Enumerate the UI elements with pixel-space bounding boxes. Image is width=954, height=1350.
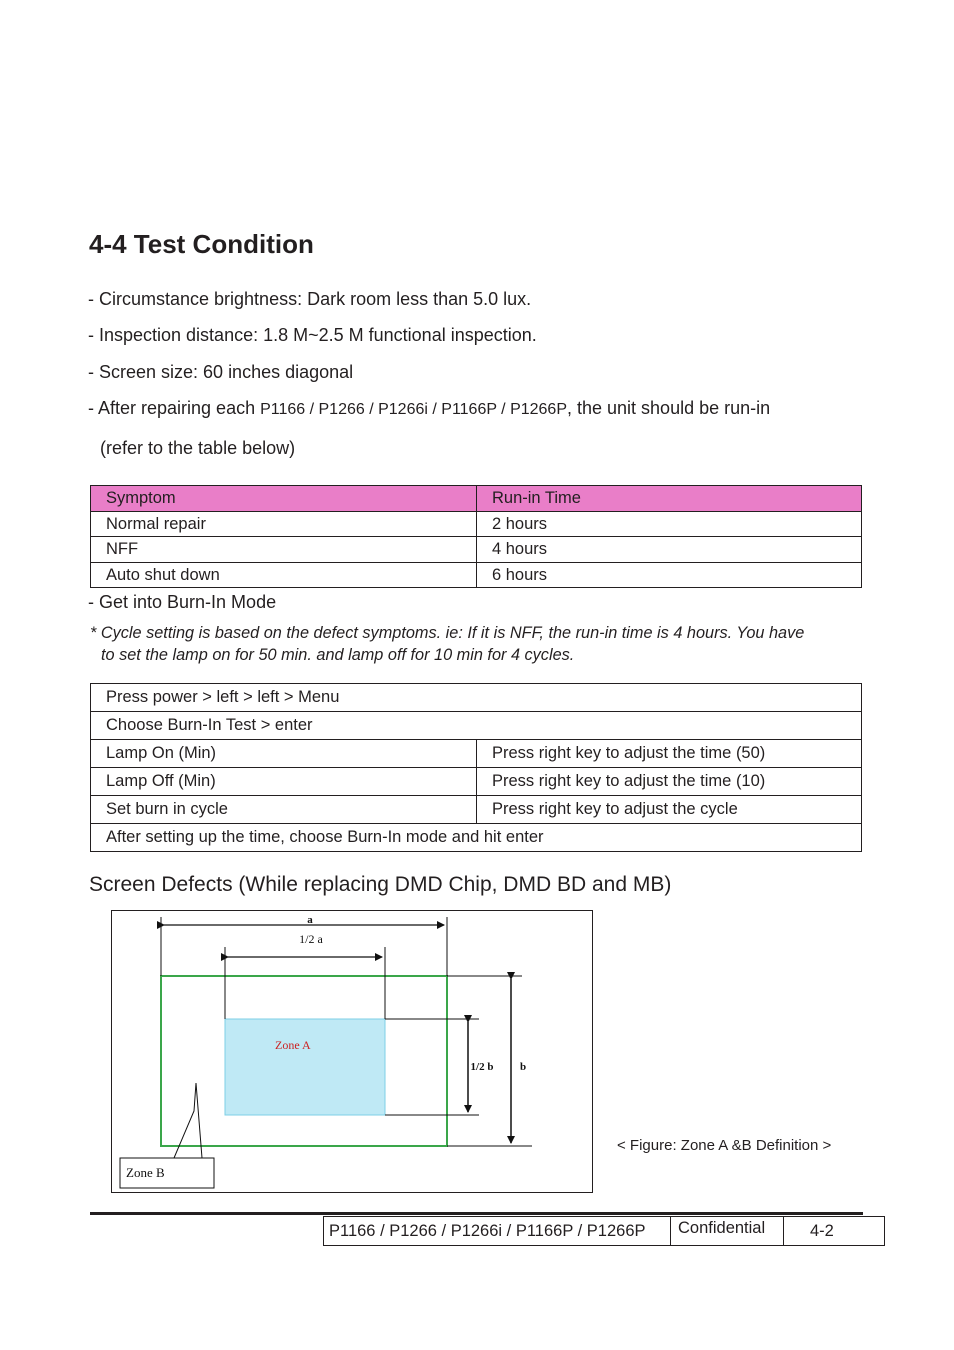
- table-header-row: [91, 486, 862, 512]
- step-cell: Choose Burn-In Test > enter: [91, 712, 862, 740]
- bullet-run-in-prefix: - After repairing each: [88, 398, 261, 418]
- setting-name-cell: Set burn in cycle: [91, 796, 477, 824]
- setting-action-cell: Press right key to adjust the time (10): [477, 768, 862, 796]
- zone-b-label: Zone B: [126, 1165, 165, 1180]
- symptom-cell: NFF: [91, 537, 477, 563]
- footer-models: P1166 / P1266 / P1266i / P1166P / P1266P: [324, 1217, 671, 1246]
- burn-in-steps-table: [90, 683, 862, 852]
- screen-defects-heading: Screen Defects (While replacing DMD Chip, DMD BD and MB): [89, 873, 672, 896]
- cycle-note-line1: * Cycle setting is based on the defect symptoms. ie: If it is NFF, the run-in time is 4 hours. You have: [90, 624, 805, 642]
- footer-confidential: Confidential: [671, 1217, 784, 1246]
- zone-diagram: [112, 911, 592, 1192]
- run-in-table: [90, 485, 862, 588]
- bullet-distance: - Inspection distance: 1.8 M~2.5 M functional inspection.: [88, 325, 537, 345]
- bullet-brightness: - Circumstance brightness: Dark room less than 5.0 lux.: [88, 289, 532, 309]
- figure-caption: < Figure: Zone A &B Definition >: [617, 1137, 832, 1154]
- footer-row: [324, 1217, 885, 1246]
- footer-page-number: 4-2: [784, 1217, 885, 1246]
- section-title: 4-4 Test Condition: [89, 229, 314, 259]
- header-run-in-time: Run-in Time: [477, 486, 862, 512]
- zone-a-label: Zone A: [275, 1038, 311, 1052]
- table-row: [91, 537, 862, 563]
- symptom-cell: Normal repair: [91, 511, 477, 537]
- table-row: [91, 768, 862, 796]
- dimension-b-label: b: [519, 1061, 527, 1073]
- bullet-run-in-suffix: , the unit should be run-in: [567, 398, 771, 418]
- setting-name-cell: Lamp On (Min): [91, 740, 477, 768]
- bullet-screen-size: - Screen size: 60 inches diagonal: [88, 362, 354, 382]
- header-symptom: Symptom: [91, 486, 477, 512]
- bullet-run-in-models: P1166 / P1266 / P1266i / P1166P / P1266P: [260, 401, 567, 418]
- burn-in-heading: - Get into Burn-In Mode: [88, 592, 277, 612]
- table-row: [91, 712, 862, 740]
- dimension-a-label: a: [307, 914, 313, 926]
- zone-figure: [111, 910, 593, 1193]
- run-in-time-cell: 4 hours: [477, 537, 862, 563]
- run-in-time-cell: 2 hours: [477, 511, 862, 537]
- step-cell: Press power > left > left > Menu: [91, 684, 862, 712]
- table-row: [91, 824, 862, 852]
- table-row: [91, 740, 862, 768]
- step-cell: After setting up the time, choose Burn-In mode and hit enter: [91, 824, 862, 852]
- footer-rule: [90, 1212, 863, 1215]
- setting-action-cell: Press right key to adjust the cycle: [477, 796, 862, 824]
- dimension-half-b-label: 1/2 b: [470, 1061, 494, 1073]
- table-row: [91, 511, 862, 537]
- footer: [323, 1216, 885, 1246]
- bullet-run-in-continued: (refer to the table below): [100, 438, 296, 458]
- symptom-cell: Auto shut down: [91, 562, 477, 588]
- setting-action-cell: Press right key to adjust the time (50): [477, 740, 862, 768]
- table-row: [91, 562, 862, 588]
- table-row: [91, 684, 862, 712]
- bullet-run-in: [88, 398, 770, 419]
- table-row: [91, 796, 862, 824]
- cycle-note-line2: to set the lamp on for 50 min. and lamp off for 10 min for 4 cycles.: [101, 646, 575, 664]
- cycle-note: [90, 622, 870, 666]
- dimension-half-a-label: 1/2 a: [299, 932, 323, 946]
- run-in-time-cell: 6 hours: [477, 562, 862, 588]
- setting-name-cell: Lamp Off (Min): [91, 768, 477, 796]
- zone-a-area: [225, 1019, 385, 1115]
